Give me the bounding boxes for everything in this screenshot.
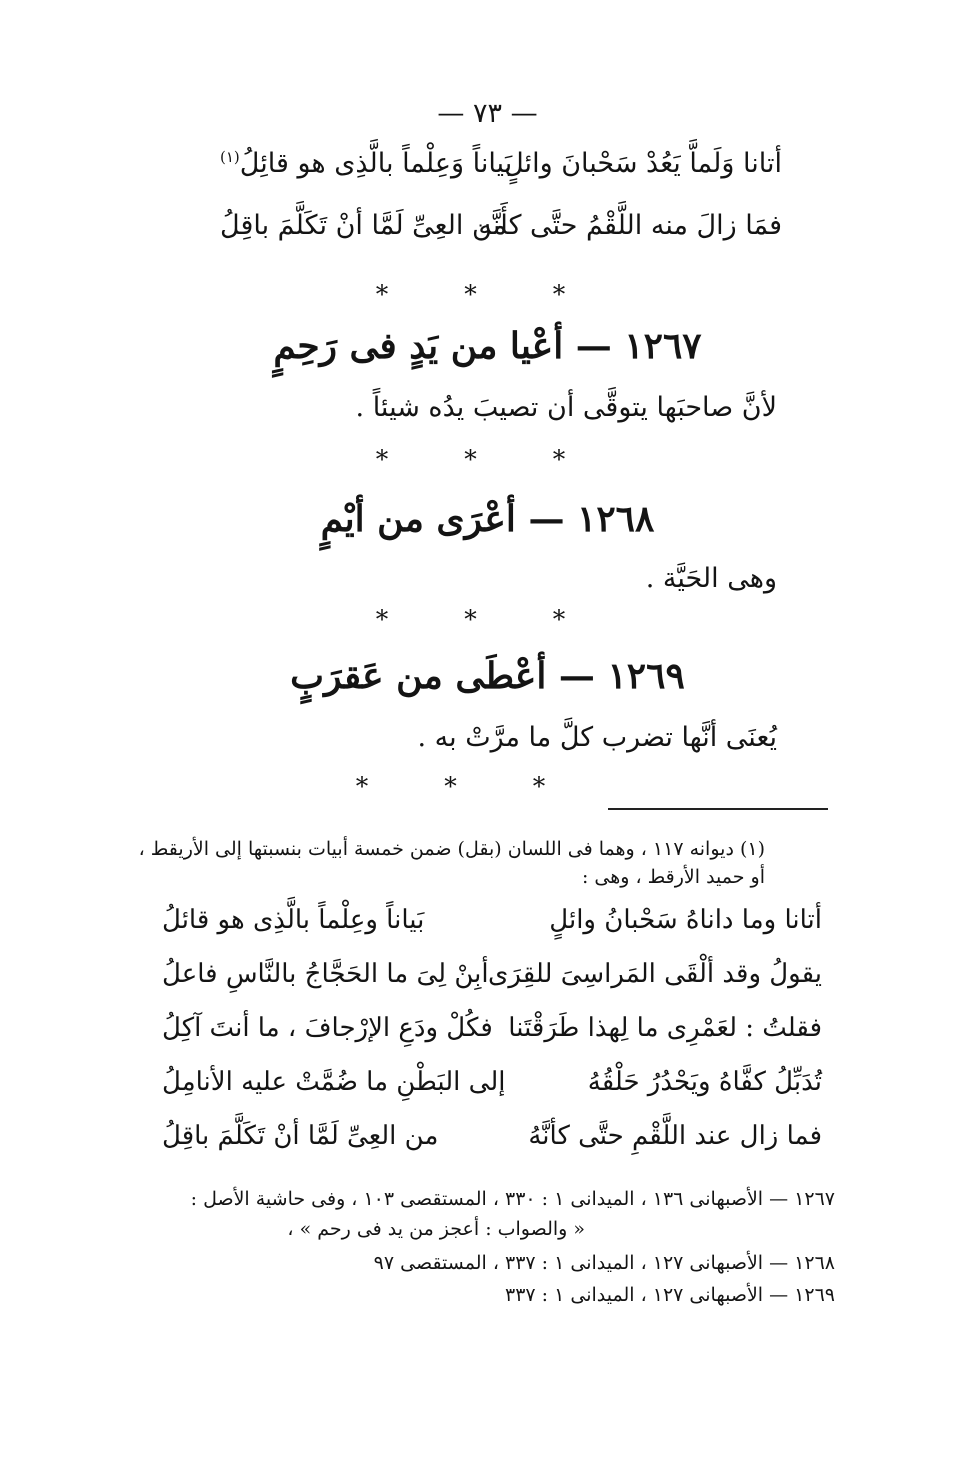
section-separator: * * *: [375, 445, 600, 474]
source-line-1268: ١٢٦٨ — الأصبهانى ١٢٧ ، الميدانى ١ : ٣٣٧ ، المستقصى ٩٧: [373, 1252, 835, 1274]
source-line-1269: ١٢٦٩ — الأصبهانى ١٢٧ ، الميدانى ١ : ٣٣٧: [505, 1284, 835, 1306]
footnote-marker: (١): [220, 148, 240, 166]
section-separator: * * *: [375, 605, 600, 634]
verse-first-hemistich: تُدَبِّلُ كفَّاهُ ويَحْدُرُ حَلْقُهُ: [587, 1067, 822, 1097]
entry-text-1269: يُعنَى أنَّها تضرب كلَّ ما مرَّتْ به .: [417, 722, 777, 753]
verse-second-hemistich: [220, 148, 512, 179]
verse-second-hemistich: من العِىِّ لَمَّا أنْ تَكَلَّمَ باقِلُ: [162, 1121, 439, 1151]
footnote-verse-line: [162, 1121, 822, 1173]
entry-heading-1267: ١٢٦٧ — أعْيا من يَدٍ فى رَحِمٍ: [273, 325, 702, 367]
verse-second-text: بَياناً وَعِلْماً بالَّذِى هو قائِلُ: [239, 148, 513, 179]
source-line-note: « والصواب : أعجز من يد فى رحم » ،: [287, 1218, 585, 1240]
entry-text-1268: وهى الحَيَّة .: [645, 563, 777, 594]
footnote-verse-line: [162, 905, 822, 957]
section-separator: * * *: [355, 772, 580, 801]
entry-heading-1268: ١٢٦٨ — أعْرَى من أيْمٍ: [320, 498, 655, 540]
footnote-line: أو حميد الأرقط ، وهى :: [581, 866, 765, 888]
footnote-line: (١) ديوانه ١١٧ ، وهما فى اللسان (بقل) ضمن خمسة أبيات بنسبتها إلى الأريقط ،: [138, 838, 765, 860]
verse-second-hemistich: إلى البَطْنِ ما ضُمَّتْ عليه الأنامِلُ: [162, 1067, 506, 1097]
source-line-1267: ١٢٦٧ — الأصبهانى ١٣٦ ، الميدانى ١ : ٣٣٠ ، المستقصى ١٠٣ ، وفى حاشية الأصل :: [190, 1188, 835, 1210]
verse-first-hemistich: فقلتُ : لعَمْرِى ما لِهذا طَرَقْتَنا: [508, 1013, 822, 1043]
footnote-rule: [608, 808, 828, 810]
verse-line: [220, 148, 782, 200]
page-number: — ٧٣ —: [437, 98, 538, 129]
verse-first-hemistich: أتانا وَلَماَّ يَعُدْ سَحْبانَ وائلٍ: [504, 148, 782, 179]
verse-second-hemistich: من العِىِّ لَمَّا أنْ تَكَلَّمَ باقِلُ: [220, 210, 508, 241]
verse-second-hemistich: أبِنْ لِىَ ما الحَجَّاجُ بالنَّاسِ فاعلُ: [162, 959, 489, 989]
verse-second-hemistich: فكُلْ ودَعِ الإرْجافَ ، ما أنتَ آكِلُ: [162, 1013, 493, 1043]
footnote-verse-line: [162, 1067, 822, 1119]
verse-first-hemistich: فما زال عند اللَّقْمِ حتَّى كأنَّهُ: [528, 1121, 822, 1151]
entry-text-1267: لأنَّ صاحبَها يتوقَّى أن تصيبَ يدُه شيئاً .: [355, 392, 777, 423]
section-separator: * * *: [375, 280, 600, 309]
verse-first-hemistich: أتانا وما داناهُ سَحْبانُ وائلٍ: [549, 905, 822, 935]
footnote-verses: [162, 905, 822, 1175]
verses-block: [220, 148, 782, 268]
footnote-verse-line: [162, 959, 822, 1011]
verse-second-hemistich: بَياناً وعِلْماً بالَّذِى هو قائلُ: [162, 905, 425, 935]
footnote-verse-line: [162, 1013, 822, 1065]
entry-heading-1269: ١٢٦٩ — أعْطَى من عَقرَبٍ: [290, 655, 685, 697]
verse-first-hemistich: يقولُ وقد ألْقَى المَراسِىَ للقِرَى: [488, 959, 822, 989]
verse-line: [220, 210, 782, 262]
verse-first-hemistich: فمَا زالَ منه اللَّقْمُ حتَّى كأَنَّه: [478, 210, 782, 241]
